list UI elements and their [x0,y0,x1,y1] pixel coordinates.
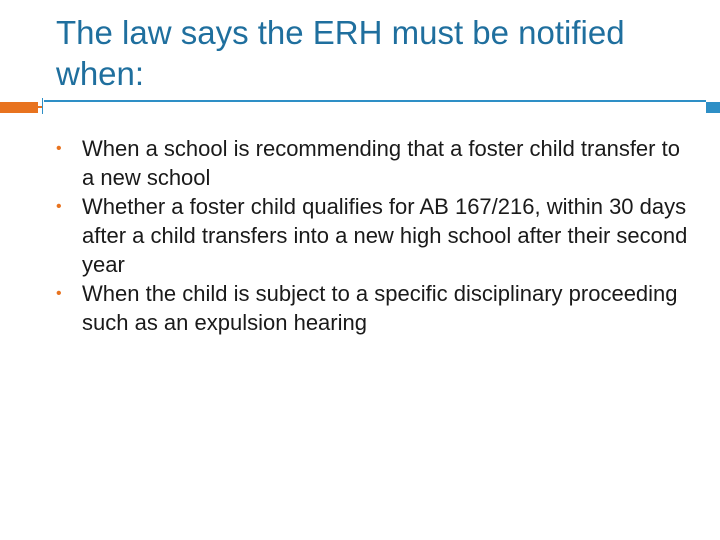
bullet-text: When a school is recommending that a foster child transfer to a new school [82,136,680,190]
list-item [56,134,696,192]
bullet-dot-icon: • [56,140,62,157]
title-rule-blue-block [706,102,720,113]
bullet-text: Whether a foster child qualifies for AB 167/216, within 30 days after a child transfers into a new high school after their second year [82,194,688,277]
bullet-list [56,134,696,337]
bullet-text: When the child is subject to a specific disciplinary proceeding such as an expulsion hearing [82,281,678,335]
slide-title: The law says the ERH must be notified when: [56,14,625,92]
title-rule-divider [42,98,43,114]
bullet-dot-icon: • [56,285,62,302]
list-item [56,279,696,337]
list-item [56,192,696,279]
title-rule-orange-block [0,102,38,113]
title-rule-line [44,100,706,102]
bullet-dot-icon: • [56,198,62,215]
